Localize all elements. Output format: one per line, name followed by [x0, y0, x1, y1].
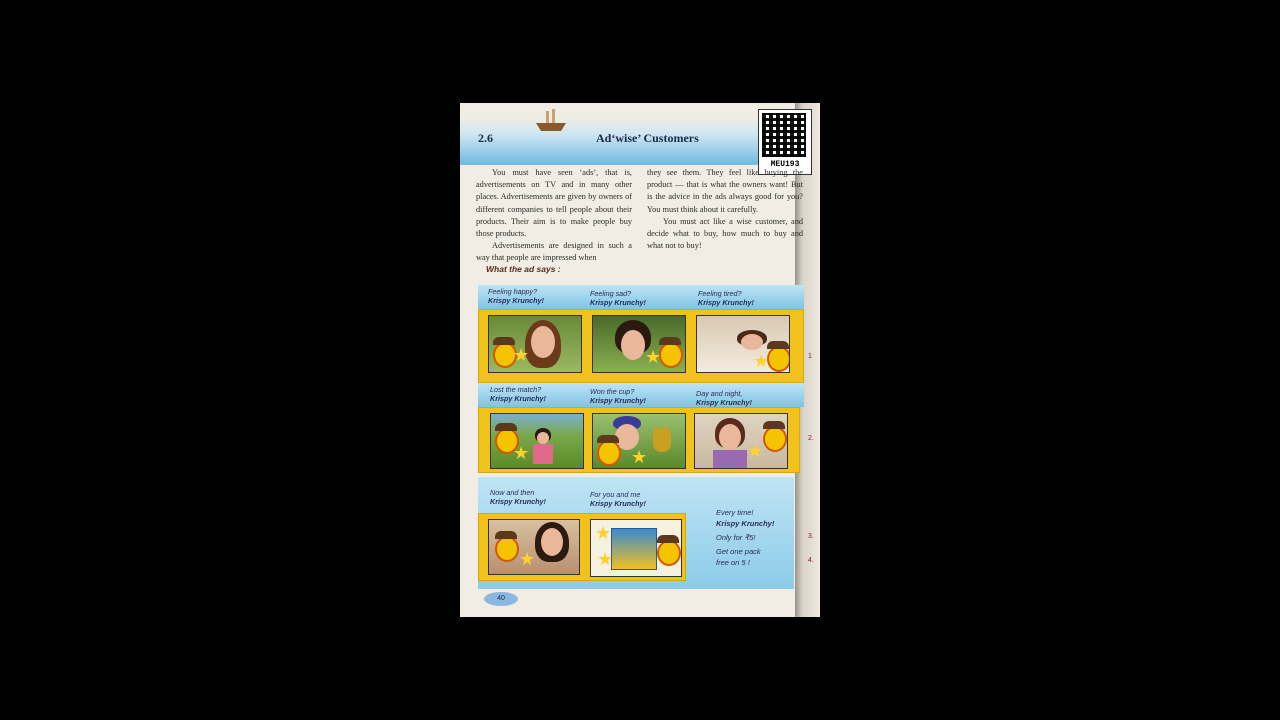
- page-number: 40: [484, 592, 518, 606]
- mascot-icon: [495, 536, 519, 562]
- ad-caption: Now and then Krispy Krunchy!: [490, 488, 546, 506]
- ad-caption: Feeling tired? Krispy Krunchy!: [698, 289, 754, 307]
- ad-caption: For you and me Krispy Krunchy!: [590, 490, 646, 508]
- ship-icon: [534, 107, 568, 133]
- paragraph: they see them. They feel like buying the product — that is what the owners want! But is the advice in the ads always good for you? You must think about it carefully.: [647, 168, 803, 214]
- ad-caption: Lost the match? Krispy Krunchy!: [490, 385, 546, 403]
- edge-mark-3: 3.: [808, 533, 814, 540]
- star-snack-icon: ★: [645, 347, 662, 367]
- final-ad-line: Get one pack: [716, 547, 761, 556]
- edge-mark-1: 1: [808, 353, 812, 360]
- ad-photo-happy: [488, 315, 582, 373]
- star-snack-icon: ★: [519, 549, 536, 569]
- ad-photo-pack: [590, 519, 682, 577]
- star-snack-icon: ★: [753, 351, 770, 371]
- star-snack-icon: ★: [747, 441, 764, 461]
- ad-caption: Feeling sad? Krispy Krunchy!: [590, 289, 646, 307]
- textbook-page: [460, 103, 820, 617]
- section-title: Ad‘wise’ Customers: [596, 131, 699, 145]
- star-snack-icon: ★: [513, 345, 530, 365]
- edge-mark-4: 4.: [808, 557, 814, 564]
- star-snack-icon: ★: [595, 523, 612, 543]
- final-ad-line: free on 5 !: [716, 558, 750, 567]
- ad-photo-won-cup: [592, 413, 686, 469]
- paragraph: You must have seen ‘ads’, that is, advertisements on TV and in many other places. Advertisements are given by owners of different companies to tell people about their products. Their aim is to make people buy those products.: [476, 168, 632, 239]
- mascot-icon: [659, 342, 683, 368]
- text-column-right: [647, 167, 803, 252]
- ad-photo-lost-match: [490, 413, 584, 469]
- trophy-icon: [653, 428, 671, 452]
- ad-photo-now-then: [488, 519, 580, 575]
- qr-code-label: MEU193: [770, 160, 800, 169]
- ad-caption: Feeling happy? Krispy Krunchy!: [488, 287, 544, 305]
- paragraph: Advertisements are designed in such a way that people are impressed when: [476, 241, 632, 263]
- star-snack-icon: ★: [631, 447, 648, 467]
- ad-photo-day-night: [694, 413, 788, 469]
- qr-code-icon: [762, 113, 806, 157]
- final-ad-line: Krispy Krunchy!: [716, 519, 775, 528]
- mascot-icon: [767, 346, 790, 372]
- ad-photo-sad: [592, 315, 686, 373]
- mascot-icon: [763, 426, 787, 452]
- final-ad-text: [716, 507, 774, 568]
- text-column-left: [476, 167, 632, 265]
- edge-mark-2: 2.: [808, 435, 814, 442]
- mascot-icon: [597, 440, 621, 466]
- final-ad-line: Every time!: [716, 508, 754, 517]
- star-snack-icon: ★: [513, 443, 530, 463]
- ad-photo-tired: [696, 315, 790, 373]
- ad-section-label: What the ad says :: [486, 264, 561, 274]
- final-ad-line: Only for ₹5!: [716, 533, 756, 542]
- section-number: 2.6: [478, 131, 493, 145]
- star-snack-icon: ★: [597, 549, 614, 569]
- ad-caption: Won the cup? Krispy Krunchy!: [590, 387, 646, 405]
- paragraph: You must act like a wise customer, and decide what to buy, how much to buy and what not to buy!: [647, 216, 803, 251]
- snack-pack-icon: [611, 528, 657, 570]
- qr-code[interactable]: [758, 109, 812, 175]
- mascot-icon: [657, 540, 681, 566]
- ad-caption: Day and night, Krispy Krunchy!: [696, 389, 752, 407]
